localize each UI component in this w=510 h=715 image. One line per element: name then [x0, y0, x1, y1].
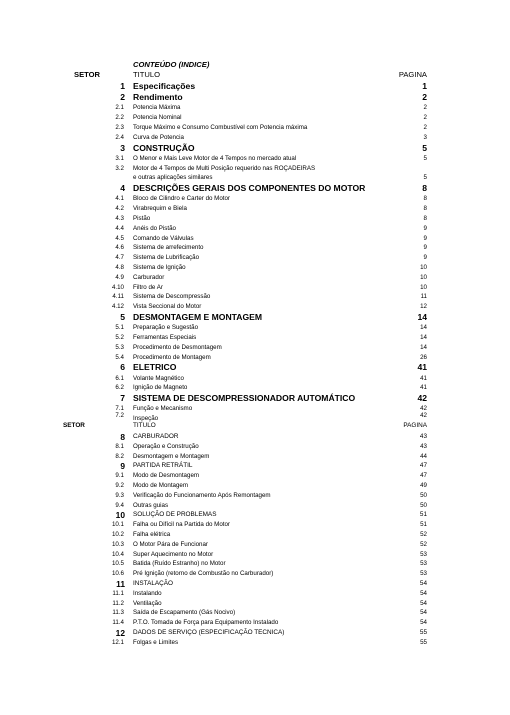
entry-title: Anéis do Pistão — [133, 224, 176, 232]
toc-header-2 — [0, 421, 510, 431]
toc-subentry — [0, 123, 510, 133]
entry-title: Preparação e Sugestão — [133, 324, 199, 332]
entry-title: Sistema de Ignição — [133, 264, 186, 271]
entry-title: Instalando — [133, 589, 162, 597]
entry-page: 9 — [423, 234, 427, 242]
toc-subentry — [0, 194, 510, 204]
entry-title: Super Aquecimento no Motor — [133, 550, 214, 558]
entry-number: 5.2 — [115, 334, 124, 341]
entry-number: 10.2 — [111, 531, 124, 538]
toc-subentry — [0, 333, 510, 343]
toc-subentry — [0, 452, 510, 462]
entry-number: 2 — [120, 92, 125, 103]
entry-page: 54 — [420, 599, 427, 607]
toc-subentry — [0, 530, 510, 540]
entry-page: 8 — [423, 215, 427, 222]
entry-title: Modo de Montagem — [133, 482, 189, 489]
entry-number: 4.7 — [115, 254, 124, 262]
entry-page: 55 — [419, 629, 427, 636]
entry-number: 2.3 — [115, 124, 124, 131]
setor-header: SETOR — [74, 70, 101, 79]
entry-page: 2 — [423, 104, 427, 112]
entry-page: 10 — [420, 264, 427, 271]
entry-title: Verificação do Funcionamento Após Remontagem — [133, 491, 271, 499]
entry-number: 5.1 — [115, 324, 124, 332]
toc-subentry — [0, 540, 510, 550]
entry-title: Pistão — [133, 215, 151, 222]
entry-page: 12 — [420, 303, 427, 311]
entry-number: 4.10 — [111, 283, 124, 291]
entry-title: Potencia Nominal — [133, 114, 182, 122]
entry-title: Torque Máximo e Consumo Combustível com Potencia máxima — [133, 124, 308, 131]
entry-number: 4.2 — [115, 205, 124, 213]
entry-title: Ferramentas Especiais — [133, 334, 197, 341]
toc-subentry — [0, 323, 510, 333]
toc-subentry — [0, 253, 510, 263]
entry-page: 14 — [417, 312, 427, 322]
toc-entry — [0, 411, 510, 421]
entry-title: Folgas e Limites — [133, 638, 179, 646]
entry-page: 5 — [423, 154, 427, 162]
entry-page: 54 — [420, 619, 427, 627]
entry-title: Sistema de Lubrificação — [133, 254, 200, 262]
toc-subentry — [0, 234, 510, 244]
entry-page: 10 — [420, 273, 427, 281]
entry-title: O Menor e Mais Leve Motor de 4 Tempos no mercado atual — [133, 154, 297, 162]
toc-subentry — [0, 263, 510, 273]
entry-number: 6.2 — [115, 384, 124, 392]
entry-number: 3.1 — [115, 154, 124, 162]
toc-subentry — [0, 520, 510, 530]
toc-subentry — [0, 103, 510, 113]
entry-page: 54 — [419, 580, 427, 587]
toc-section — [0, 81, 510, 92]
entry-page: 52 — [420, 531, 427, 538]
entry-title: Desmontagem e Montagem — [133, 452, 210, 460]
entry-number: 10.3 — [111, 540, 124, 548]
toc-subentry — [0, 501, 510, 511]
toc-subentry — [0, 569, 510, 579]
entry-title: CONSTRUÇÃO — [133, 142, 195, 153]
entry-page: 1 — [422, 81, 427, 91]
entry-page: 5 — [422, 142, 427, 153]
entry-page: 41 — [420, 374, 427, 382]
toc-section — [0, 628, 510, 638]
toc-subentry — [0, 638, 510, 648]
entry-page: 42 — [417, 393, 427, 404]
toc-subentry — [0, 283, 510, 293]
entry-number: 9.2 — [115, 482, 124, 489]
entry-number: 3 — [120, 142, 125, 153]
entry-page: 11 — [420, 293, 427, 301]
pagina-header: PAGINA — [398, 70, 427, 79]
entry-page: 53 — [420, 560, 427, 568]
entry-title: Especificações — [133, 81, 196, 91]
setor-header: SETOR — [63, 422, 85, 429]
entry-page: 9 — [423, 224, 427, 232]
entry-title: Ignição de Magneto — [133, 384, 188, 392]
entry-number: 10.6 — [111, 570, 124, 578]
entry-page: 54 — [420, 609, 427, 617]
entry-title: Rendimento — [133, 92, 183, 103]
titulo-header: TITULO — [133, 70, 161, 79]
entry-number: 4.1 — [115, 195, 124, 203]
entry-title: Virabrequim e Biela — [133, 205, 187, 213]
entry-page: 44 — [420, 452, 427, 460]
entry-page: 51 — [420, 521, 427, 529]
document-title: CONTEÚDO (INDICE) — [133, 60, 210, 69]
toc-subentry — [0, 618, 510, 628]
entry-page: 2 — [423, 114, 427, 122]
entry-page: 47 — [420, 472, 427, 480]
entry-title: CARBURADOR — [133, 433, 179, 440]
entry-page: 54 — [420, 589, 427, 597]
entry-title: PARTIDA RETRÁTIL — [133, 462, 193, 470]
entry-page: 53 — [420, 550, 427, 558]
toc-header — [0, 70, 510, 80]
entry-title: Outras guias — [133, 501, 169, 509]
entry-number: 12.1 — [111, 638, 124, 646]
entry-page: 51 — [419, 511, 427, 519]
entry-page: 43 — [419, 433, 427, 440]
entry-number: 7.1 — [115, 405, 124, 413]
entry-title: Carburador — [133, 273, 165, 281]
entry-title: ELETRICO — [133, 362, 177, 373]
entry-number: 10.5 — [111, 560, 124, 568]
entry-number: 8.1 — [115, 442, 124, 450]
entry-number: 10.4 — [111, 550, 124, 558]
entry-title: Ventilação — [133, 599, 162, 607]
entry-page: 41 — [420, 384, 427, 392]
entry-number: 11.3 — [112, 609, 124, 617]
toc-subentry — [0, 608, 510, 618]
entry-page: 14 — [420, 324, 427, 332]
toc-section — [0, 432, 510, 442]
entry-title: SISTEMA DE DESCOMPRESSIONADOR AUTOMÁTICO — [133, 393, 356, 404]
toc-subentry — [0, 471, 510, 481]
toc-subentry — [0, 113, 510, 123]
entry-page: 8 — [423, 205, 427, 213]
entry-number: 11.4 — [112, 619, 124, 627]
entry-number: 11 — [116, 579, 125, 589]
entry-number: 8 — [120, 432, 125, 442]
toc-subentry — [0, 133, 510, 143]
entry-title: P.T.O. Tomada de Força para Equipamento Instalado — [133, 619, 279, 627]
toc-subentry — [0, 559, 510, 569]
entry-number: 12 — [115, 628, 125, 638]
titulo-header: TITULO — [133, 422, 156, 429]
entry-page: 3 — [423, 133, 427, 141]
entry-title: Procedimento de Montagem — [133, 353, 211, 361]
entry-page: 43 — [420, 442, 427, 450]
entry-number: 4 — [120, 183, 125, 194]
entry-number: 5 — [120, 312, 125, 322]
entry-title: Batida (Ruído Estranho) no Motor — [133, 560, 226, 568]
toc-subentry — [0, 302, 510, 312]
entry-title: Procedimento de Desmontagem — [133, 343, 222, 351]
toc-subentry — [0, 343, 510, 353]
entry-title: Potencia Máxima — [133, 104, 181, 112]
entry-number: 3.2 — [115, 164, 124, 172]
toc-section — [0, 579, 510, 589]
toc-subentry — [0, 599, 510, 609]
toc-subentry — [0, 374, 510, 384]
toc-section — [0, 312, 510, 323]
entry-title: Pré Ignição (retorno de Combustão no Carburador) — [133, 570, 274, 578]
toc-subentry — [0, 154, 510, 164]
entry-title: Vista Seccional do Motor — [133, 303, 202, 311]
entry-page: 50 — [420, 501, 427, 509]
entry-number: 9.4 — [115, 501, 124, 509]
entry-title: Comando de Válvulas — [133, 234, 194, 242]
toc-subentry — [0, 273, 510, 283]
toc-subentry — [0, 589, 510, 599]
entry-title: Bloco de Cilindro e Carter do Motor — [133, 195, 230, 203]
entry-page: 47 — [419, 462, 427, 470]
entry-title: Sistema de Descompressão — [133, 293, 211, 301]
toc-section — [0, 510, 510, 520]
entry-page: 26 — [420, 353, 427, 361]
toc-subentry — [0, 173, 510, 183]
entry-title: Curva de Potencia — [133, 133, 184, 141]
entry-page: 9 — [423, 254, 427, 262]
entry-number: 4.4 — [115, 224, 124, 232]
entry-number: 9.1 — [115, 472, 124, 480]
toc-section — [0, 461, 510, 471]
entry-title: Função e Mecanismo — [133, 405, 193, 413]
entry-title: DADOS DE SERVIÇO (ESPECIFICAÇÃO TECNICA) — [133, 629, 285, 636]
entry-number: 11.1 — [112, 589, 124, 597]
entry-title: Falha elétrica — [133, 531, 171, 538]
entry-number: 4.5 — [115, 234, 124, 242]
entry-page: 10 — [420, 283, 427, 291]
entry-number: 5.3 — [115, 343, 124, 351]
toc-section — [0, 143, 510, 154]
entry-number: 10.1 — [111, 521, 124, 529]
entry-number: 6 — [120, 362, 125, 373]
entry-page: 2 — [422, 92, 427, 103]
entry-title: O Motor Pára de Funcionar — [133, 540, 208, 548]
entry-number: 4.8 — [115, 264, 124, 271]
entry-number: 4.12 — [111, 303, 124, 311]
entry-page: 41 — [417, 362, 427, 373]
entry-number: 4.11 — [112, 293, 124, 301]
entry-number: 11.2 — [112, 599, 124, 607]
entry-number: 7 — [120, 393, 125, 404]
entry-title: Falha ou Difícil na Partida do Motor — [133, 521, 230, 529]
toc-section — [0, 393, 510, 404]
toc-subentry — [0, 214, 510, 224]
entry-page: 42 — [420, 412, 427, 419]
entry-number: 10 — [115, 510, 125, 521]
entry-number: 5.4 — [115, 353, 124, 361]
entry-number: 9.3 — [115, 491, 124, 499]
toc-subentry — [0, 383, 510, 393]
entry-title: DESMONTAGEM E MONTAGEM — [133, 312, 263, 322]
toc-subentry — [0, 353, 510, 363]
toc-subentry — [0, 224, 510, 234]
toc-section — [0, 92, 510, 103]
entry-page: 50 — [420, 491, 427, 499]
toc-subentry — [0, 204, 510, 214]
entry-page: 52 — [420, 540, 427, 548]
entry-number: 2.2 — [115, 114, 124, 122]
toc-subentry — [0, 292, 510, 302]
toc-subentry — [0, 243, 510, 253]
entry-title: Motor de 4 Tempos de Multi Posição requerido nas ROÇADEIRAS — [133, 164, 316, 172]
entry-page: 14 — [420, 334, 427, 341]
toc-subentry — [0, 550, 510, 560]
entry-number: 4.3 — [115, 215, 124, 222]
entry-number: 1 — [120, 81, 125, 91]
entry-page: 5 — [423, 174, 427, 182]
entry-title: Sistema de arrefecimento — [133, 244, 204, 252]
entry-title: Saída de Escapamento (Gás Nocivo) — [133, 609, 236, 617]
entry-page: 8 — [422, 183, 427, 194]
toc-subentry — [0, 442, 510, 452]
entry-title: e outras aplicações similares — [133, 174, 213, 182]
entry-title: Inspeção — [133, 415, 159, 423]
entry-page: 49 — [420, 482, 427, 489]
entry-number: 2.1 — [115, 104, 124, 112]
entry-page: 53 — [420, 570, 427, 578]
entry-title: Modo de Desmontagem — [133, 472, 200, 480]
entry-title: Filtro de Ar — [133, 283, 163, 291]
entry-page: 55 — [420, 638, 427, 646]
entry-number: 2.4 — [115, 133, 124, 141]
entry-page: 42 — [420, 405, 427, 413]
toc-subentry — [0, 164, 510, 174]
entry-title: SOLUÇÃO DE PROBLEMAS — [133, 511, 217, 519]
entry-number: 9 — [120, 461, 125, 472]
entry-title: INSTALAÇÃO — [133, 580, 174, 587]
entry-page: 14 — [420, 343, 427, 351]
entry-number: 4.6 — [115, 244, 124, 252]
entry-number: 4.9 — [115, 273, 124, 281]
entry-number: 6.1 — [115, 374, 124, 382]
toc-subentry — [0, 491, 510, 501]
toc-section — [0, 183, 510, 194]
toc-section — [0, 362, 510, 373]
entry-number: 8.2 — [115, 452, 124, 460]
entry-page: 2 — [423, 124, 427, 131]
entry-title: Operação e Construção — [133, 442, 199, 450]
entry-page: 9 — [423, 244, 427, 252]
entry-title: Volante Magnético — [133, 374, 184, 382]
entry-title: DESCRIÇÕES GERAIS DOS COMPONENTES DO MOTOR — [133, 183, 366, 194]
entry-page: 8 — [423, 195, 427, 203]
toc-subentry — [0, 481, 510, 491]
pagina-header: PAGINA — [403, 422, 427, 429]
entry-number: 7.2 — [115, 412, 124, 419]
